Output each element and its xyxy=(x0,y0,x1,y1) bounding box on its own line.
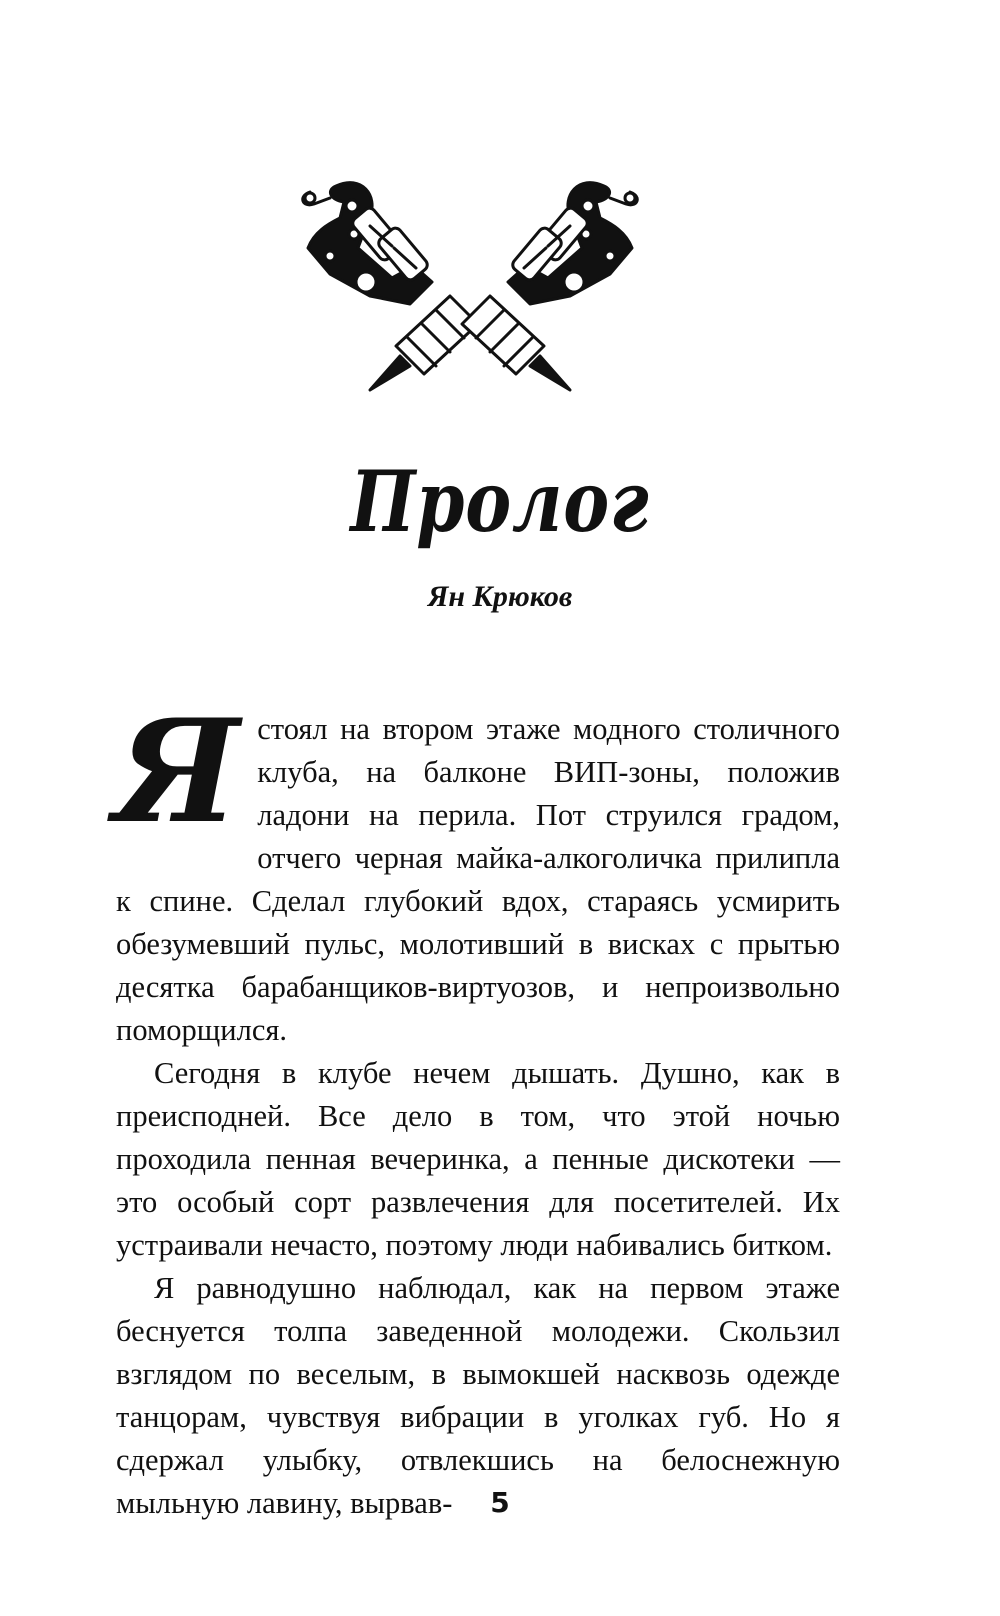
paragraph: Я равнодушно наблюдал, как на первом этаже беснуется толпа заведенной молодежи. Скользил взглядом по веселым, в вымокшей насквозь одежде танцорам, чувствуя вибрации в уголках губ. Но я сдержал улыбку, отвлекшись на белоснежную мыльную лавину, вырвав- xyxy=(116,1271,840,1520)
page-number: 5 xyxy=(490,1486,510,1519)
paragraph xyxy=(114,689,840,1052)
body-text xyxy=(114,689,840,1525)
chapter-title: Пролог xyxy=(350,452,650,551)
paragraph-text: стоял на втором этаже модного столичного клуба, на балконе ВИП-зоны, положив ладони на перила. Пот струился градом, отчего черная майка-алкоголичка прилипла к спине. Сделал глубокий вдох, стараясь усмирить обезумевший пульс, молотивший в висках с прытью десятка барабанщиков-виртуозов, и непроизвольно поморщился. xyxy=(116,712,840,1047)
drop-cap: Я xyxy=(114,689,240,855)
paragraph: Сегодня в клубе нечем дышать. Душно, как в преисподней. Все дело в том, что этой ночью проходила пенная вечеринка, а пенные дискотеки — это особый сорт развлечения для посетителей. Их устраивали нечасто, поэтому люди набивались битком. xyxy=(116,1056,840,1262)
chapter-author: Ян Крюков xyxy=(427,580,573,613)
crossed-tattoo-machines-icon xyxy=(300,178,640,400)
